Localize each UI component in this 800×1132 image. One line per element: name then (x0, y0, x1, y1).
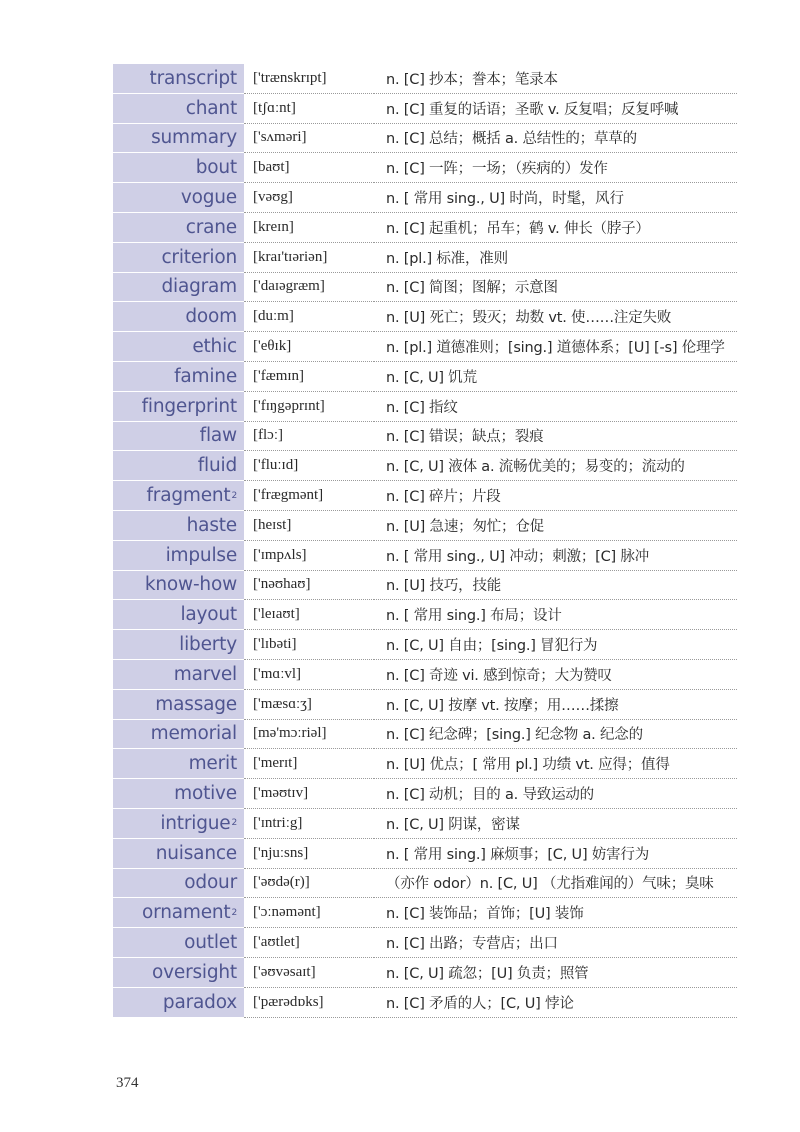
vocab-word: intrigue 2 (113, 809, 244, 839)
vocab-definition: n. [C, U] 自由；[sing.] 冒犯行为 (374, 630, 737, 660)
vocab-phonetic: ['fæmɪn] (244, 362, 374, 392)
vocab-phonetic: ['eθɪk] (244, 332, 374, 362)
vocab-phonetic: [kreɪn] (244, 213, 374, 243)
vocab-row (113, 243, 737, 273)
vocab-word (113, 362, 244, 392)
vocab-phonetic: ['frægmənt] (244, 481, 374, 511)
vocab-word (113, 213, 244, 243)
vocab-definition: n. [C] 装饰品；首饰；[U] 装饰 (374, 898, 737, 928)
vocab-word-text: bout (195, 157, 237, 179)
vocab-word-text: chant (185, 97, 237, 119)
vocab-definition: n. [U] 急速；匆忙；仓促 (374, 511, 737, 541)
vocab-definition: n. [C] 抄本；誊本；笔录本 (374, 64, 737, 94)
vocab-phonetic: [baʊt] (244, 153, 374, 183)
vocab-definition: n. [C] 一阵；一场；（疾病的）发作 (374, 153, 737, 183)
vocab-row (113, 988, 737, 1018)
vocab-word (113, 332, 244, 362)
vocab-row (113, 839, 737, 869)
vocab-word (113, 720, 244, 750)
vocab-row (113, 928, 737, 958)
vocab-word (113, 749, 244, 779)
vocab-word-text: diagram (161, 276, 237, 298)
vocab-phonetic: [flɔː] (244, 422, 374, 452)
vocab-definition: n. [C] 起重机；吊车；鹤 v. 伸长（脖子） (374, 213, 737, 243)
vocab-phonetic: [mə'mɔːriəl] (244, 720, 374, 750)
vocab-phonetic: [heɪst] (244, 511, 374, 541)
vocab-row (113, 422, 737, 452)
vocab-word-text: massage (155, 693, 237, 715)
page-number: 374 (116, 1075, 139, 1091)
vocab-word (113, 392, 244, 422)
vocab-word-text: impulse (165, 544, 237, 566)
vocab-row (113, 571, 737, 601)
vocab-row (113, 660, 737, 690)
vocab-definition: n. [C] 出路；专营店；出口 (374, 928, 737, 958)
vocab-definition: n. [C, U] 阴谋，密谋 (374, 809, 737, 839)
vocab-row (113, 64, 737, 94)
vocab-phonetic: ['trænskrɪpt] (244, 64, 374, 94)
vocab-phonetic: ['daɪəgræm] (244, 273, 374, 303)
vocab-word-text: doom (185, 306, 237, 328)
vocab-definition: n. [C, U] 按摩 vt. 按摩；用……揉擦 (374, 690, 737, 720)
vocab-word-text: criterion (161, 246, 237, 268)
vocab-definition: n. [U] 技巧，技能 (374, 571, 737, 601)
vocab-word (113, 928, 244, 958)
vocab-word-text: odour (184, 872, 237, 894)
vocab-phonetic: ['nəʊhaʊ] (244, 571, 374, 601)
vocab-definition: n. [U] 优点；[ 常用 pl.] 功绩 vt. 应得；值得 (374, 749, 737, 779)
vocab-row (113, 898, 737, 928)
vocab-row (113, 958, 737, 988)
vocab-phonetic: ['fɪŋgəprɪnt] (244, 392, 374, 422)
vocab-definition: n. [ 常用 sing., U] 时尚，时髦，风行 (374, 183, 737, 213)
vocab-definition: n. [C] 重复的话语；圣歌 v. 反复唱；反复呼喊 (374, 94, 737, 124)
vocab-word (113, 988, 244, 1018)
vocab-row (113, 94, 737, 124)
vocab-definition: n. [ 常用 sing.] 布局；设计 (374, 600, 737, 630)
vocab-word (113, 690, 244, 720)
vocab-phonetic: [kraɪ'tɪəriən] (244, 243, 374, 273)
vocab-definition: （亦作 odor）n. [C, U] （尤指难闻的）气味；臭味 (374, 869, 737, 899)
vocab-phonetic: [vəʊg] (244, 183, 374, 213)
vocab-phonetic: ['fluːɪd] (244, 451, 374, 481)
vocab-definition: n. [C] 动机；目的 a. 导致运动的 (374, 779, 737, 809)
vocab-row (113, 124, 737, 154)
vocab-word-text: liberty (179, 634, 237, 656)
vocab-definition: n. [C] 总结；概括 a. 总结性的；草草的 (374, 124, 737, 154)
vocab-row (113, 392, 737, 422)
vocab-phonetic: ['merɪt] (244, 749, 374, 779)
vocab-word-text: layout (180, 604, 237, 626)
vocab-row (113, 809, 737, 839)
vocab-word (113, 94, 244, 124)
vocab-row (113, 213, 737, 243)
vocab-word (113, 541, 244, 571)
vocab-word (113, 630, 244, 660)
vocab-phonetic: ['əʊvəsaɪt] (244, 958, 374, 988)
vocab-row (113, 481, 737, 511)
vocab-word-text: flaw (199, 425, 237, 447)
vocab-definition: n. [pl.] 道德准则；[sing.] 道德体系；[U] [-s] 伦理学 (374, 332, 737, 362)
vocabulary-table (113, 64, 737, 1018)
vocab-phonetic: ['njuːsns] (244, 839, 374, 869)
vocab-definition: n. [C] 矛盾的人；[C, U] 悖论 (374, 988, 737, 1018)
vocab-word-text: transcript (149, 67, 237, 89)
vocab-word-text: ornament (142, 902, 231, 924)
vocab-phonetic: ['lɪbəti] (244, 630, 374, 660)
vocab-word (113, 839, 244, 869)
vocab-definition: n. [C, U] 饥荒 (374, 362, 737, 392)
vocab-word-text: vogue (180, 187, 237, 209)
vocab-definition: n. [ 常用 sing.] 麻烦事；[C, U] 妨害行为 (374, 839, 737, 869)
vocab-word-text: oversight (152, 961, 237, 983)
vocab-word (113, 779, 244, 809)
vocab-phonetic: ['ɪntriːg] (244, 809, 374, 839)
vocab-word (113, 571, 244, 601)
vocab-definition: n. [C] 错误；缺点；裂痕 (374, 422, 737, 452)
vocab-word (113, 183, 244, 213)
vocab-word: ornament 2 (113, 898, 244, 928)
vocab-phonetic: ['məʊtɪv] (244, 779, 374, 809)
vocab-row (113, 630, 737, 660)
vocab-phonetic: ['pærədɒks] (244, 988, 374, 1018)
vocab-word-text: intrigue (160, 812, 231, 834)
vocab-word (113, 600, 244, 630)
vocab-row (113, 302, 737, 332)
vocab-word (113, 64, 244, 94)
vocab-word (113, 124, 244, 154)
vocab-row (113, 183, 737, 213)
vocab-word-text: haste (186, 514, 237, 536)
vocab-word-text: paradox (162, 991, 237, 1013)
vocab-definition: n. [C] 指纹 (374, 392, 737, 422)
vocab-word-text: merit (188, 753, 237, 775)
vocab-row (113, 720, 737, 750)
vocab-row (113, 600, 737, 630)
vocab-row (113, 451, 737, 481)
vocab-phonetic: ['leɪaʊt] (244, 600, 374, 630)
vocab-word (113, 869, 244, 899)
vocab-phonetic: ['mɑːvl] (244, 660, 374, 690)
vocab-row (113, 511, 737, 541)
vocab-row (113, 273, 737, 303)
vocab-phonetic: ['sʌməri] (244, 124, 374, 154)
vocab-phonetic: ['ɔːnəmənt] (244, 898, 374, 928)
vocab-word-text: ethic (192, 336, 237, 358)
vocab-word-text: fingerprint (141, 395, 237, 417)
vocab-phonetic: ['mæsɑːʒ] (244, 690, 374, 720)
vocab-row (113, 690, 737, 720)
vocab-word-text: summary (151, 127, 237, 149)
vocab-row (113, 749, 737, 779)
vocab-word-text: outlet (184, 932, 237, 953)
vocab-definition: n. [C] 简图；图解；示意图 (374, 273, 737, 303)
vocab-word-text: nuisance (155, 842, 237, 864)
vocab-word-text: famine (174, 365, 237, 387)
vocab-word-text: know-how (144, 574, 237, 596)
vocab-phonetic: [tʃɑːnt] (244, 94, 374, 124)
vocab-phonetic: ['əʊdə(r)] (244, 869, 374, 899)
vocab-word-text: crane (185, 216, 237, 238)
vocab-word-text: memorial (150, 723, 237, 745)
vocab-word-text: marvel (173, 663, 237, 685)
vocab-definition: n. [C] 纪念碑；[sing.] 纪念物 a. 纪念的 (374, 720, 737, 750)
vocab-word (113, 511, 244, 541)
vocab-row (113, 541, 737, 571)
vocab-row (113, 779, 737, 809)
vocab-word (113, 153, 244, 183)
vocab-word (113, 302, 244, 332)
vocab-row (113, 332, 737, 362)
vocab-definition: n. [C] 碎片；片段 (374, 481, 737, 511)
vocab-word-text: fragment (146, 485, 231, 507)
vocab-definition: n. [C, U] 疏忽；[U] 负责；照管 (374, 958, 737, 988)
vocab-word-text: motive (174, 783, 237, 805)
vocab-word (113, 451, 244, 481)
vocab-phonetic: [duːm] (244, 302, 374, 332)
vocab-definition: n. [pl.] 标准，准则 (374, 243, 737, 273)
vocab-word: fragment 2 (113, 481, 244, 511)
vocab-definition: n. [C, U] 液体 a. 流畅优美的；易变的；流动的 (374, 451, 737, 481)
vocab-row (113, 362, 737, 392)
vocab-word (113, 243, 244, 273)
vocab-phonetic: ['aʊtlet] (244, 928, 374, 958)
vocab-word (113, 660, 244, 690)
vocab-phonetic: ['ɪmpʌls] (244, 541, 374, 571)
vocab-row (113, 153, 737, 183)
vocab-definition: n. [ 常用 sing., U] 冲动；刺激；[C] 脉冲 (374, 541, 737, 571)
vocab-word (113, 273, 244, 303)
vocab-row (113, 869, 737, 899)
vocab-word (113, 958, 244, 988)
vocab-word-text: fluid (197, 455, 237, 477)
vocab-definition: n. [U] 死亡；毁灭；劫数 vt. 使……注定失败 (374, 302, 737, 332)
vocab-word (113, 422, 244, 452)
vocab-definition: n. [C] 奇迹 vi. 感到惊奇；大为赞叹 (374, 660, 737, 690)
